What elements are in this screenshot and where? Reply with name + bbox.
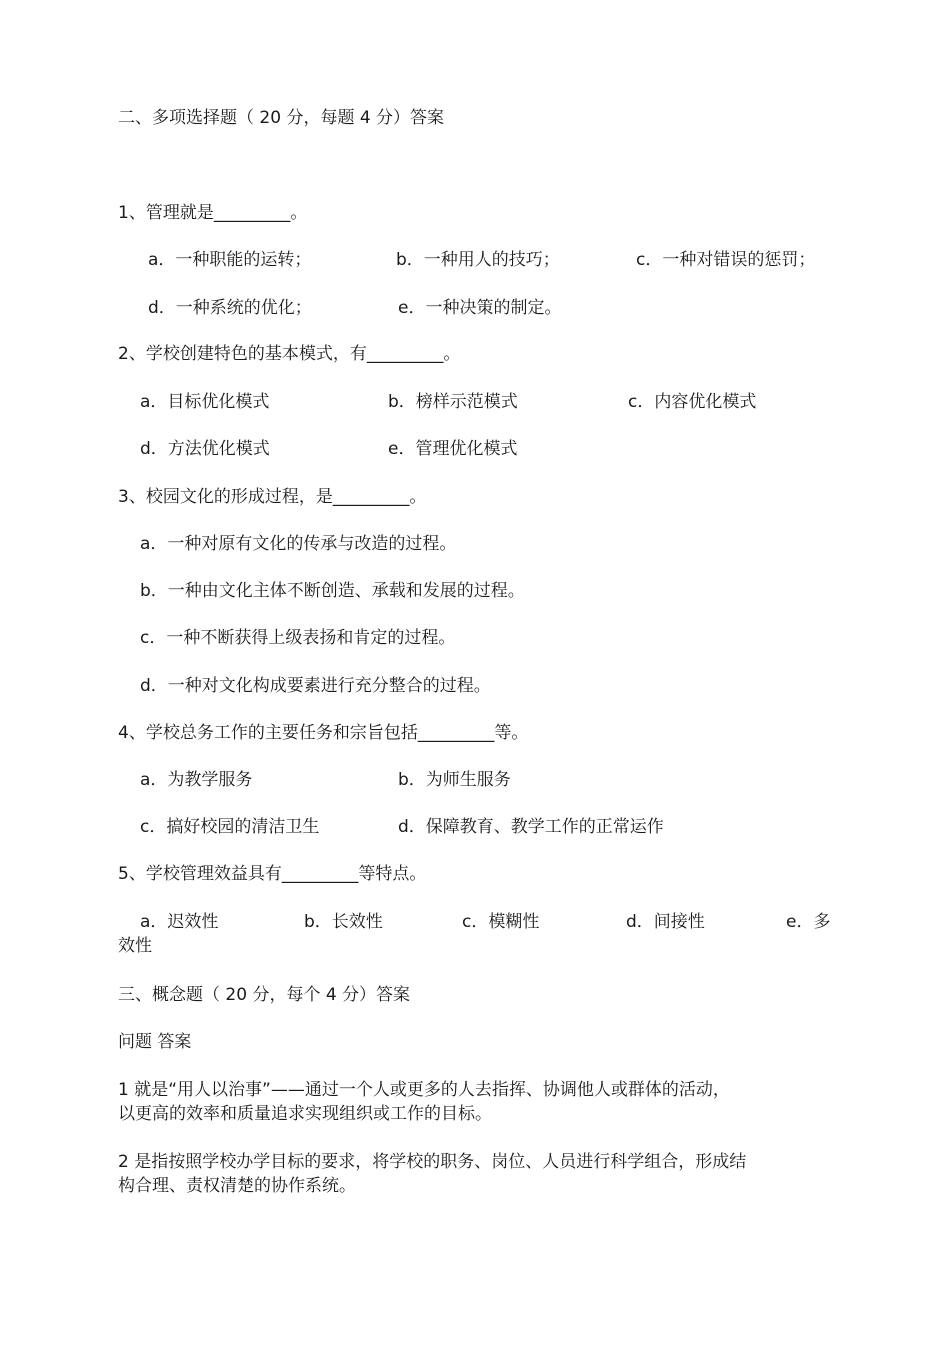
q3-option-d: d．一种对文化构成要素进行充分整合的过程。: [140, 676, 491, 696]
q5-option-d: d．间接性: [626, 912, 705, 932]
q2-option-b: b．榜样示范模式: [388, 392, 518, 412]
q1-option-c: c．一种对错误的惩罚；: [636, 250, 816, 270]
answer-1-line-1: 1 就是“用人以治事”——通过一个人或更多的人去指挥、协调他人或群体的活动，: [118, 1080, 730, 1100]
q3-option-c: c．一种不断获得上级表扬和肯定的过程。: [140, 628, 456, 648]
q3-option-b: b．一种由文化主体不断创造、承载和发展的过程。: [140, 581, 525, 601]
q5-option-e: e．多: [786, 912, 831, 932]
section3-subheading: 问题 答案: [118, 1032, 192, 1052]
section3-heading: 三、概念题（ 20 分，每个 4 分）答案: [118, 985, 411, 1005]
question-1-stem: 1、管理就是_________。: [118, 203, 308, 223]
q5-option-e-wrap: 效性: [118, 936, 152, 956]
question-4-stem: 4、学校总务工作的主要任务和宗旨包括_________等。: [118, 723, 529, 743]
answer-2-line-1: 2 是指按照学校办学目标的要求，将学校的职务、岗位、人员进行科学组合，形成结: [118, 1152, 747, 1172]
q1-option-a: a．一种职能的运转；: [148, 250, 312, 270]
q4-option-a: a．为教学服务: [140, 770, 253, 790]
q2-option-d: d．方法优化模式: [140, 439, 270, 459]
answer-2-line-2: 构合理、责权清楚的协作系统。: [118, 1176, 356, 1196]
q3-option-a: a．一种对原有文化的传承与改造的过程。: [140, 534, 457, 554]
q1-option-e: e．一种决策的制定。: [398, 298, 562, 318]
q4-option-c: c．搞好校园的清洁卫生: [140, 817, 320, 837]
q2-option-a: a．目标优化模式: [140, 392, 270, 412]
q1-option-d: d．一种系统的优化；: [148, 298, 312, 318]
q2-option-c: c．内容优化模式: [628, 392, 757, 412]
q5-option-c: c．模糊性: [462, 912, 540, 932]
q5-option-b: b．长效性: [304, 912, 383, 932]
question-2-stem: 2、学校创建特色的基本模式，有_________。: [118, 344, 461, 364]
answer-1-line-2: 以更高的效率和质量追求实现组织或工作的目标。: [118, 1104, 492, 1124]
q5-option-a: a．迟效性: [140, 912, 219, 932]
question-3-stem: 3、校园文化的形成过程，是_________。: [118, 487, 427, 507]
q2-option-e: e．管理优化模式: [388, 439, 518, 459]
q1-option-b: b．一种用人的技巧；: [396, 250, 560, 270]
section2-heading: 二、多项选择题（ 20 分，每题 4 分）答案: [118, 108, 445, 128]
question-5-stem: 5、学校管理效益具有_________等特点。: [118, 864, 427, 884]
q4-option-d: d．保障教育、教学工作的正常运作: [398, 817, 664, 837]
q4-option-b: b．为师生服务: [398, 770, 511, 790]
